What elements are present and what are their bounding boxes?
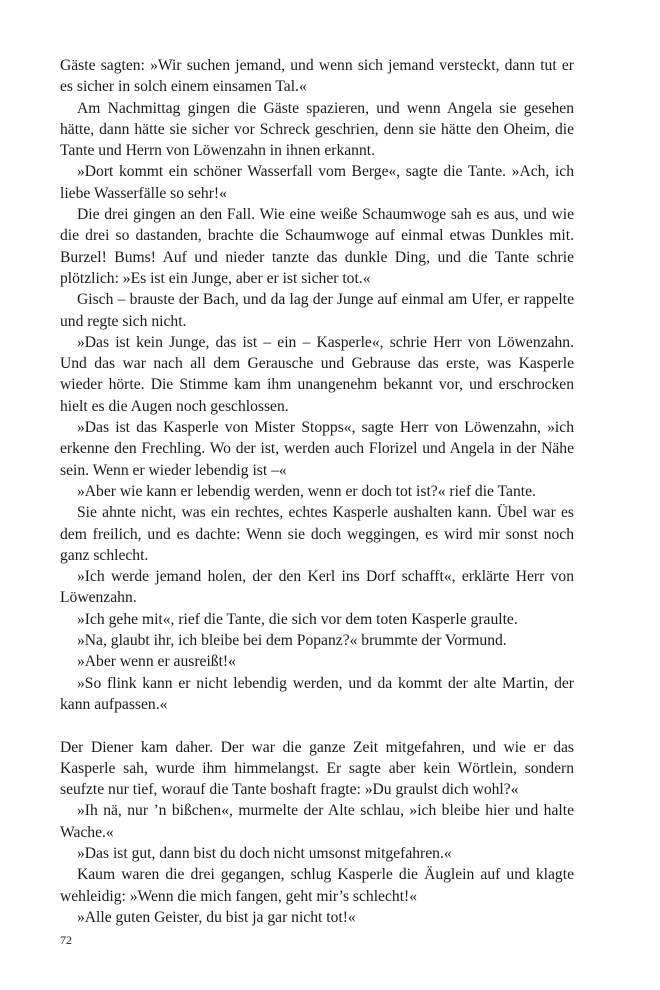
paragraph-11: »Ich gehe mit«, rief die Tante, die sich vor dem toten Kasperle graulte. (77, 610, 518, 628)
paragraph-2: Am Nachmittag gingen die Gäste spazieren, und wenn Angela sie gesehen hätte, dann hätte sie sicher vor Schreck geschrien, denn sie hätte den Oheim, die Tante und Herrn von Löwenzahn in ihnen erkannt. (60, 99, 574, 160)
paragraph-19: »Alle guten Geister, du bist ja gar nicht tot!« (77, 908, 356, 926)
paragraph-5: Gisch – brauste der Bach, und da lag der Junge auf einmal am Ufer, er rappelte und regte sich nicht. (60, 291, 574, 330)
paragraph-9: Sie ahnte nicht, was ein rechtes, echtes Kasperle aushalten kann. Übel war es dem freilich, und es dachte: Wenn sie doch weggingen, es wird mir sonst noch ganz schlecht. (60, 504, 574, 564)
paragraph-8: »Aber wie kann er lebendig werden, wenn er doch tot ist?« rief die Tante. (77, 482, 536, 500)
paragraph-12: »Na, glaubt ihr, ich bleibe bei dem Popanz?« brummte der Vormund. (77, 632, 507, 650)
page-number: 72 (60, 933, 72, 947)
paragraph-16: »Ih nä, nur ’n bißchen«, murmelte der Alte schlau, »ich bleibe hier und halte Wache.« (60, 802, 574, 841)
paragraph-7: »Das ist das Kasperle von Mister Stopps«, sagte Herr von Löwenzahn, »ich erkenne den Frechling. Wo der ist, werden auch Florizel und Angela in der Nähe sein. Wenn er wieder lebendig ist –« (60, 419, 574, 479)
paragraph-10: »Ich werde jemand holen, der den Kerl ins Dorf schafft«, erklärte Herr von Löwenzahn. (60, 568, 574, 607)
paragraph-14: »So flink kann er nicht lebendig werden, und da kommt der alte Martin, der kann aufpassen.« (60, 674, 574, 713)
paragraph-4: Die drei gingen an den Fall. Wie eine weiße Schaumwoge sah es aus, und wie die drei so dastanden, brachte die Schaumwoge auf einmal etwas Dunkles mit. Burzel! Bums! Auf und nieder tanzte das dunkle Ding, und die Tante schrie plötzlich: »Es ist ein Junge, aber er ist sicher tot.« (60, 206, 574, 287)
paragraph-1: Gäste sagten: »Wir suchen jemand, und wenn sich jemand versteckt, dann tut er es sicher in solch einem einsamen Tal.« (60, 57, 574, 96)
paragraph-6: »Das ist kein Junge, das ist – ein – Kasperle«, schrie Herr von Löwenzahn. Und das war nach all dem Gerausche und Gebrause das erste, was Kasperle wieder hörte. Die Stimme kam ihm unangenehm bekannt vor, und erschrocken hielt es die Augen noch geschlossen. (60, 333, 574, 415)
paragraph-13: »Aber wenn er ausreißt!« (77, 653, 236, 671)
paragraph-18: Kaum waren die drei gegangen, schlug Kasperle die Äuglein auf und klagte wehleidig: »Wenn die mich fangen, geht mir’s schlecht!« (60, 866, 574, 905)
paragraph-15: Der Diener kam daher. Der war die ganze Zeit mitgefahren, und wie er das Kasperle sah, wurde ihm himmelangst. Er sagte aber kein Wörtlein, sondern seufzte nur tief, worauf die Tante boshaft fragte: »Du graulst dich wohl?« (60, 738, 574, 799)
paragraph-17: »Das ist gut, dann bist du doch nicht umsonst mitgefahren.« (77, 844, 452, 862)
page-body (60, 55, 574, 928)
paragraph-3: »Dort kommt ein schöner Wasserfall vom Berge«, sagte die Tante. »Ach, ich liebe Wasserfälle so sehr!« (60, 163, 574, 202)
